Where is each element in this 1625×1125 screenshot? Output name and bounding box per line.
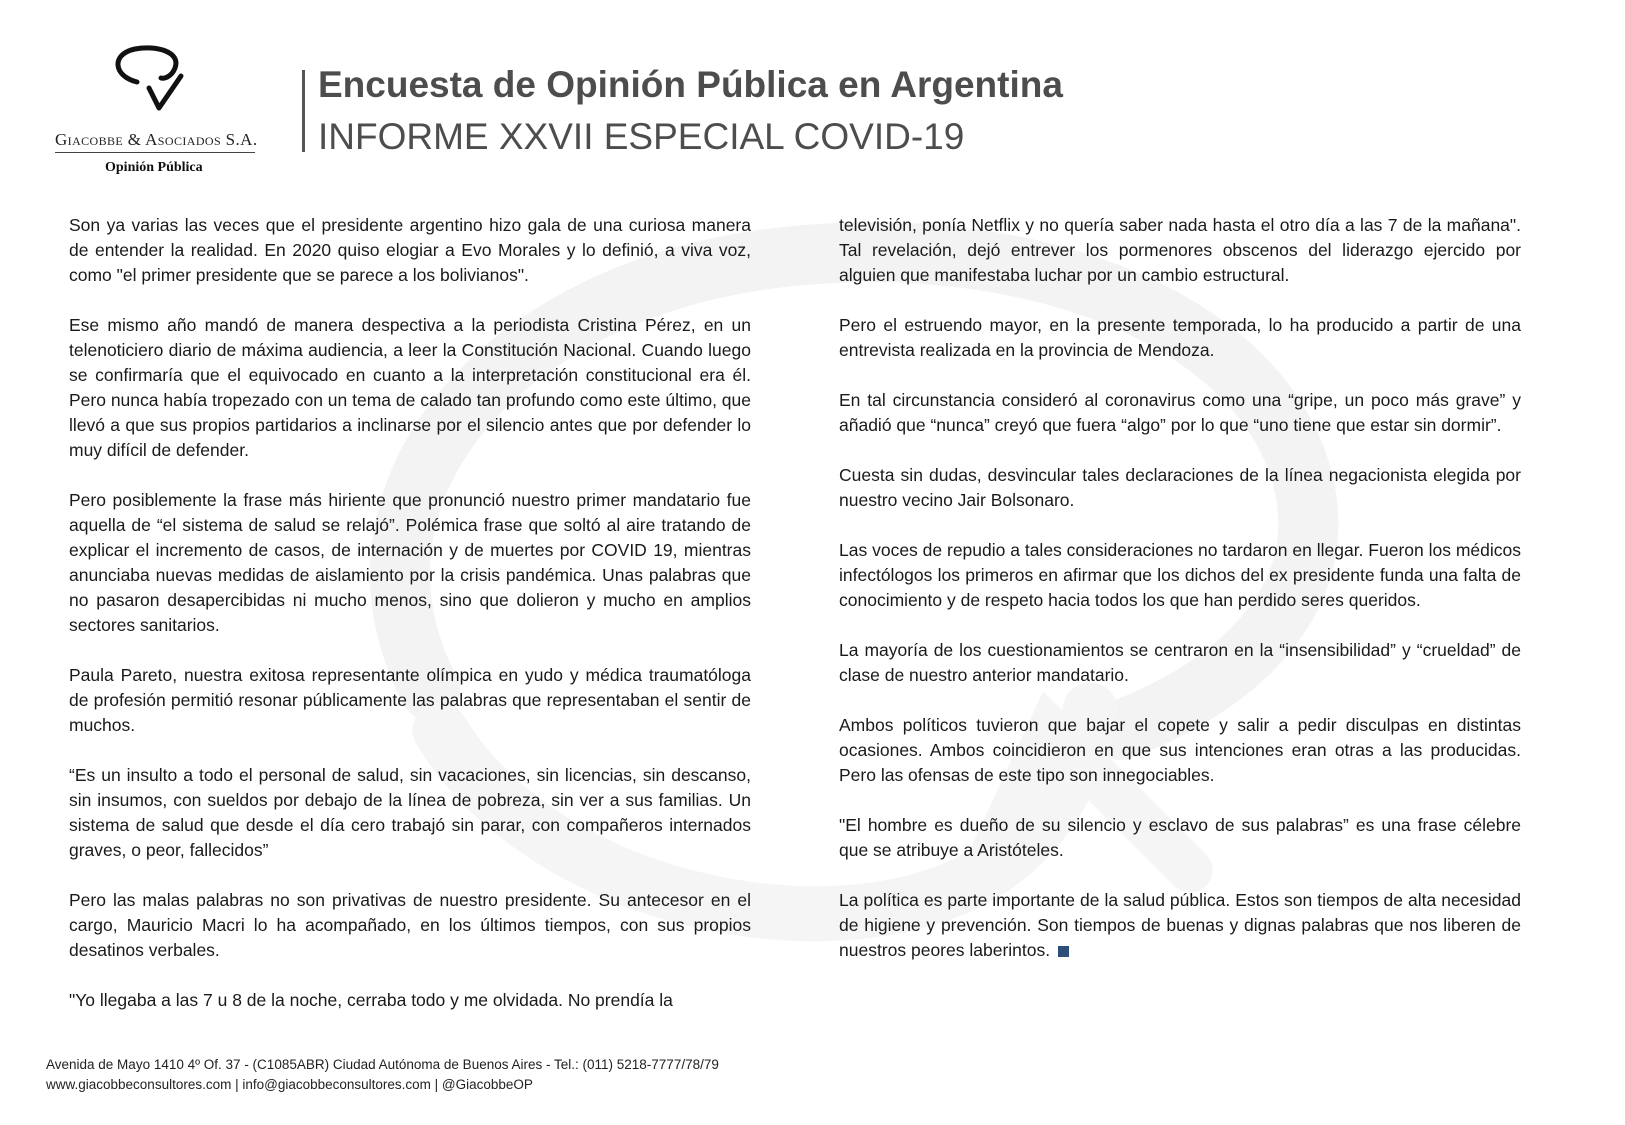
footer xyxy=(46,1055,719,1095)
paragraph: "El hombre es dueño de su silencio y esclavo de sus palabras” es una frase célebre que se atribuye a Aristóteles. xyxy=(839,815,1521,860)
paragraph: La mayoría de los cuestionamientos se centraron en la “insensibilidad” y “crueldad” de clase de nuestro anterior mandatario. xyxy=(839,640,1521,685)
paragraph: Cuesta sin dudas, desvincular tales declaraciones de la línea negacionista elegida por nuestro vecino Jair Bolsonaro. xyxy=(839,465,1521,510)
paragraph: Ambos políticos tuvieron que bajar el copete y salir a pedir disculpas en distintas ocasiones. Ambos coincidieron en que sus intenciones eran otras a las producidas. Pero las ofensas de este tipo son innegociables. xyxy=(839,715,1521,785)
closing-paragraph xyxy=(839,888,1521,963)
paragraph: Pero las malas palabras no son privativas de nuestro presidente. Su antecesor en el cargo, Mauricio Macri lo ha acompañado, en los últimos tiempos, con sus propios desatinos verbales. xyxy=(69,890,751,960)
document-title: Encuesta de Opinión Pública en Argentina xyxy=(318,64,1063,105)
paragraph: Son ya varias las veces que el presidente argentino hizo gala de una curiosa manera de entender la realidad. En 2020 quiso elogiar a Evo Morales y lo definió, a viva voz, como "el primer presidente que se parece a los bolivianos". xyxy=(69,215,751,285)
right-column xyxy=(839,213,1521,988)
paragraph: "Yo llegaba a las 7 u 8 de la noche, cerraba todo y me olvidada. No prendía la xyxy=(69,990,673,1010)
closing-text: La política es parte importante de la salud pública. Estos son tiempos de alta necesidad de higiene y prevención. Son tiempos de buenas y dignas palabras que nos liberen de nuestros peores laberintos. xyxy=(839,890,1521,960)
quote-paragraph: “Es un insulto a todo el personal de salud, sin vacaciones, sin licencias, sin descanso, sin insumos, con sueldos por debajo de la línea de pobreza, sin ver a sus familias. Un sistema de salud que desde el día cero trabajó sin parar, con compañeros internados graves, o peor, fallecidos” xyxy=(69,765,751,860)
paragraph: Paula Pareto, nuestra exitosa representante olímpica en yudo y médica traumatóloga de profesión permitió resonar públicamente las palabras que representaban el sentir de muchos. xyxy=(69,665,751,735)
logo-divider xyxy=(55,152,255,153)
paragraph: Pero posiblemente la frase más hiriente que pronunció nuestro primer mandatario fue aquella de “el sistema de salud se relajó”. Polémica frase que soltó al aire tratando de explicar el incremento de casos, de internación y de muertes por COVID 19, mientras anunciaba nuevas medidas de aislamiento por la crisis pandémica. Unas palabras que no pasaron desapercibidas ni mucho menos, sino que dolieron y mucho en amplios sectores sanitarios. xyxy=(69,490,751,635)
paragraph: Ese mismo año mandó de manera despectiva a la periodista Cristina Pérez, en un telenoticiero diario de máxima audiencia, a leer la Constitución Nacional. Cuando luego se confirmaría que el equivocado en cuanto a la interpretación constitucional era él. Pero nunca había tropezado con un tema de calado tan profundo como este último, que llevó a que sus propios partidarios a inclinarse por el silencio antes que por defender lo muy difícil de defender. xyxy=(69,315,751,460)
company-logo xyxy=(50,42,260,182)
company-tagline: Opinión Pública xyxy=(105,160,203,175)
footer-contacts: www.giacobbeconsultores.com | info@giacobbeconsultores.com | @GiacobbeOP xyxy=(46,1077,533,1092)
paragraph: Las voces de repudio a tales consideraciones no tardaron en llegar. Fueron los médicos infectólogos los primeros en afirmar que los dichos del ex presidente funda una falta de conocimiento y de respeto hacia todos los que han perdido seres queridos. xyxy=(839,540,1521,610)
g-swoosh-logo-icon xyxy=(105,42,195,114)
paragraph: En tal circunstancia consideró al coronavirus como una “gripe, un poco más grave” y añadió que “nunca” creyó que fuera “algo” por lo que “uno tiene que estar sin dormir”. xyxy=(839,390,1521,435)
paragraph: Pero el estruendo mayor, en la presente temporada, lo ha producido a partir de una entrevista realizada en la provincia de Mendoza. xyxy=(839,315,1521,360)
title-divider xyxy=(302,70,305,152)
footer-address: Avenida de Mayo 1410 4º Of. 37 - (C1085ABR) Ciudad Autónoma de Buenos Aires - Tel.: (011) 5218-7777/78/79 xyxy=(46,1057,719,1072)
paragraph: televisión, ponía Netflix y no quería saber nada hasta el otro día a las 7 de la mañana". Tal revelación, dejó entrever los pormenores obscenos del liderazgo ejercido por alguien que manifestaba luchar por un cambio estructural. xyxy=(839,215,1521,285)
document-subtitle: INFORME XXVII ESPECIAL COVID-19 xyxy=(318,116,965,157)
left-column xyxy=(69,213,751,1038)
company-name: Giacobbe & Asociados S.A. xyxy=(55,130,258,149)
square-end-mark-icon xyxy=(1058,946,1069,957)
